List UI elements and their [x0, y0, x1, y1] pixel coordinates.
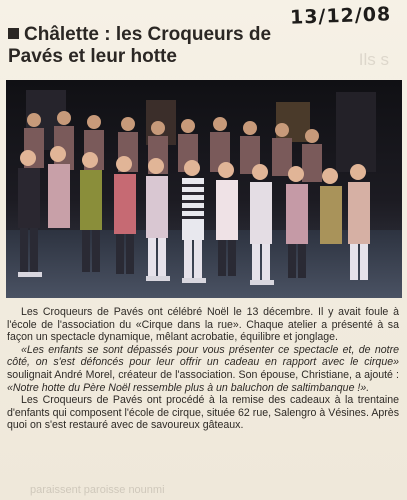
headline-bullet-icon: [8, 28, 19, 39]
paragraph-3: Les Croqueurs de Pavés ont procédé à la remise des cadeaux à la trentaine d'enfants qui composent l'école de cirque, située 62 rue, Salengro à Vésines. Après quoi on s'est restauré avec de savoureux gâteaux.: [7, 394, 399, 432]
group-photo-children: [6, 80, 402, 298]
paragraph-2-rest: soulignait André Morel, créateur de l'association. Son épouse, Christiane, a ajouté :: [7, 368, 399, 381]
article-headline: [8, 24, 308, 68]
bleed-through-bottom: paraissent paroisse nounmi: [30, 484, 165, 496]
quote-2: «Notre hotte du Père Noël ressemble plus à un baluchon de saltimbanque !».: [7, 381, 370, 394]
article-body: [7, 306, 399, 432]
headline-text: Châlette : les Croqueurs de Pavés et leur hotte: [8, 24, 272, 67]
bleed-through-text: Ils s: [358, 50, 389, 69]
article-photo: [6, 80, 402, 298]
handwritten-date: 13/12/08: [289, 3, 392, 29]
paragraph-2: [7, 344, 399, 394]
paragraph-1: Les Croqueurs de Pavés ont célébré Noël le 13 décembre. Il y avait foule à l'école de l'association du «Cirque dans la rue». Chaque atelier a présenté à sa façon un spectacle dynamique, mêlant acrobatie, équilibre et jonglage.: [7, 306, 399, 344]
quote-1: «Les enfants se sont dépassés pour vous présenter ce spectacle et, de notre côté, on s'est défoncés pour leur offrir un cadeau en rapport avec le cirque»: [7, 343, 399, 369]
